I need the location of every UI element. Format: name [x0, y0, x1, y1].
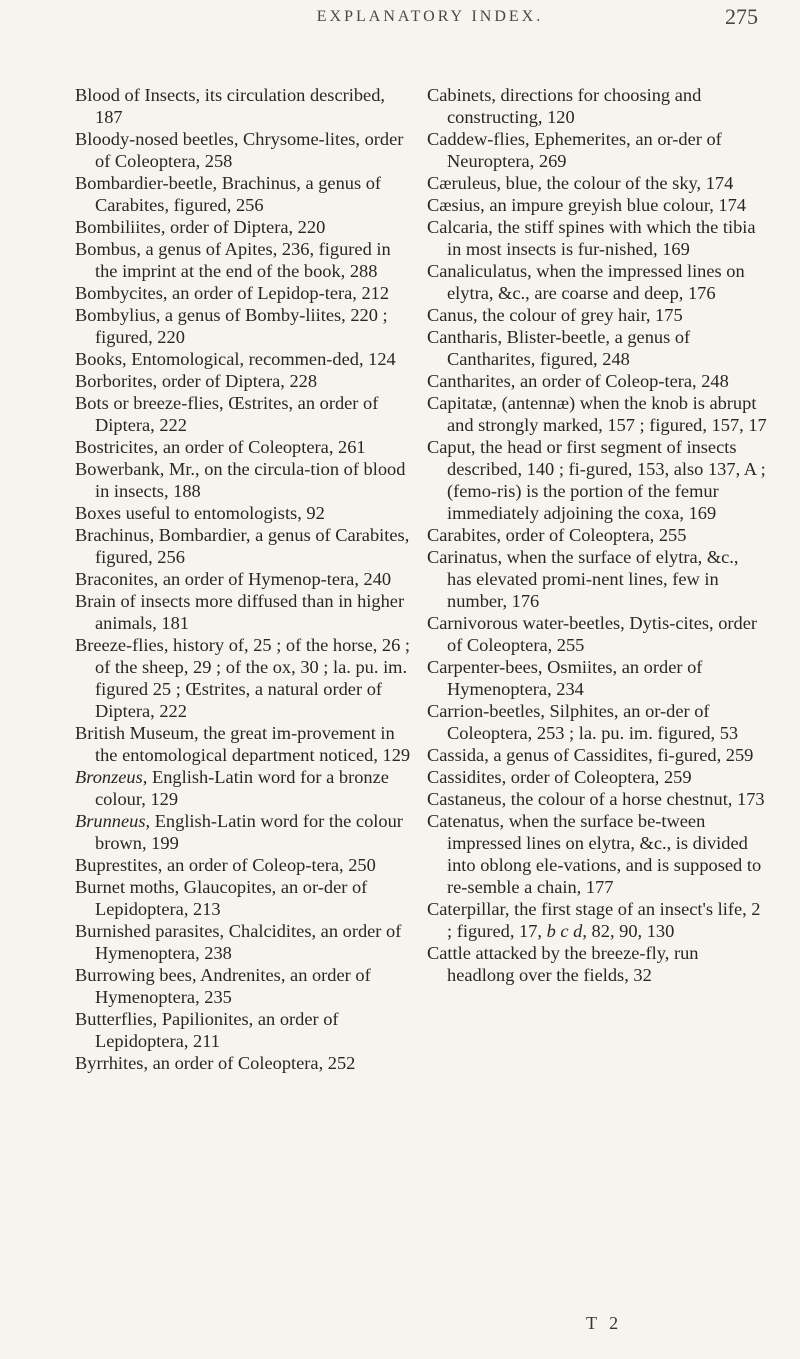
index-entry: Canaliculatus, when the impressed lines on elytra, &c., are coarse and deep, 176	[427, 261, 745, 303]
index-entry: Books, Entomological, recommen-ded, 124	[75, 349, 396, 369]
index-entry: Bombiliites, order of Diptera, 220	[75, 217, 326, 237]
index-entry: Brachinus, Bombardier, a genus of Carabites, figured, 256	[75, 525, 410, 567]
index-entry: Caddew-flies, Ephemerites, an or-der of Neuroptera, 269	[427, 129, 722, 171]
index-entry: British Museum, the great im-provement in the entomological department noticed, 129	[75, 723, 411, 765]
index-entry: Bostricites, an order of Coleoptera, 261	[75, 437, 366, 457]
printer-signature-mark: T 2	[586, 1313, 623, 1333]
page-number: 275	[725, 4, 758, 29]
index-entry: Caput, the head or first segment of insects described, 140 ; fi-gured, 153, also 137, A ; (femo-ris) is the portion of the femur immediately adjoining the coxa, 169	[427, 437, 766, 523]
index-entry: Carrion-beetles, Silphites, an or-der of Coleoptera, 253 ; la. pu. im. figured, 53	[427, 701, 739, 743]
index-entry: Capitatæ, (antennæ) when the knob is abrupt and strongly marked, 157 ; figured, 157, 17	[427, 393, 767, 435]
index-entry: Burnet moths, Glaucopites, an or-der of Lepidoptera, 213	[75, 877, 368, 919]
index-entry: Brain of insects more diffused than in higher animals, 181	[75, 591, 405, 633]
index-entry: Carabites, order of Coleoptera, 255	[427, 525, 687, 545]
index-entry: Cattle attacked by the breeze-fly, run headlong over the fields, 32	[427, 943, 699, 985]
index-entry: Cæsius, an impure greyish blue colour, 174	[427, 195, 747, 215]
index-entry: Carpenter-bees, Osmiites, an order of Hymenoptera, 234	[427, 657, 703, 699]
index-entry: Caterpillar, the first stage of an insect's life, 2 ; figured, 17, b c d, 82, 90, 130	[427, 899, 761, 941]
index-entry: Bombardier-beetle, Brachinus, a genus of Carabites, figured, 256	[75, 173, 382, 215]
index-entry: Castaneus, the colour of a horse chestnut, 173	[427, 789, 765, 809]
index-entry: Cassidites, order of Coleoptera, 259	[427, 767, 692, 787]
index-entry: Cantharis, Blister-beetle, a genus of Cantharites, figured, 248	[427, 327, 691, 369]
index-entry: Bombycites, an order of Lepidop-tera, 212	[75, 283, 390, 303]
index-entry: Bowerbank, Mr., on the circula-tion of blood in insects, 188	[75, 459, 406, 501]
index-entry: Bloody-nosed beetles, Chrysome-lites, order of Coleoptera, 258	[75, 129, 404, 171]
index-entry: Cæruleus, blue, the colour of the sky, 174	[427, 173, 734, 193]
index-entry: Braconites, an order of Hymenop-tera, 240	[75, 569, 392, 589]
index-entry-headword: Brunneus	[75, 811, 146, 831]
index-entry: Carnivorous water-beetles, Dytis-cites, order of Coleoptera, 255	[427, 613, 758, 655]
index-entry: Calcaria, the stiff spines with which the tibia in most insects is fur-nished, 169	[427, 217, 756, 259]
index-entry: Cantharites, an order of Coleop-tera, 248	[427, 371, 729, 391]
index-entry: Carinatus, when the surface of elytra, &c., has elevated promi-nent lines, few in number, 176	[427, 547, 739, 611]
index-entry: Brunneus, English-Latin word for the colour brown, 199	[75, 811, 403, 853]
index-entry: Blood of Insects, its circulation described, 187	[75, 85, 386, 127]
index-entry: Burnished parasites, Chalcidites, an order of Hymenoptera, 238	[75, 921, 402, 963]
index-entry: Canus, the colour of grey hair, 175	[427, 305, 683, 325]
index-entry: Buprestites, an order of Coleop-tera, 250	[75, 855, 376, 875]
index-entry: Borborites, order of Diptera, 228	[75, 371, 318, 391]
index-entry-headword: Bronzeus	[75, 767, 143, 787]
index-entry: Breeze-flies, history of, 25 ; of the horse, 26 ; of the sheep, 29 ; of the ox, 30 ; la. pu. im. figured 25 ; Œstrites, a natural order of Diptera, 222	[75, 635, 411, 721]
index-entry: Burrowing bees, Andrenites, an order of Hymenoptera, 235	[75, 965, 371, 1007]
index-entry: Bombylius, a genus of Bomby-liites, 220 ; figured, 220	[75, 305, 388, 347]
index-entry: Bronzeus, English-Latin word for a bronze colour, 129	[75, 767, 389, 809]
index-column-left	[75, 84, 415, 1074]
running-head: EXPLANATORY INDEX.	[316, 8, 544, 25]
index-entry: Catenatus, when the surface be-tween impressed lines on elytra, &c., is divided into oblong ele-vations, and is supposed to re-semble a chain, 177	[427, 811, 762, 897]
index-entry: Bombus, a genus of Apites, 236, figured in the imprint at the end of the book, 288	[75, 239, 391, 281]
index-entry: Cassida, a genus of Cassidites, fi-gured, 259	[427, 745, 754, 765]
index-entry-italic: b c d	[546, 921, 583, 941]
index-entry: Butterflies, Papilionites, an order of Lepidoptera, 211	[75, 1009, 339, 1051]
index-column-right	[427, 84, 767, 986]
index-entry: Byrrhites, an order of Coleoptera, 252	[75, 1053, 356, 1073]
index-entry: Boxes useful to entomologists, 92	[75, 503, 325, 523]
index-entry: Cabinets, directions for choosing and constructing, 120	[427, 85, 702, 127]
index-entry: Bots or breeze-flies, Œstrites, an order of Diptera, 222	[75, 393, 379, 435]
